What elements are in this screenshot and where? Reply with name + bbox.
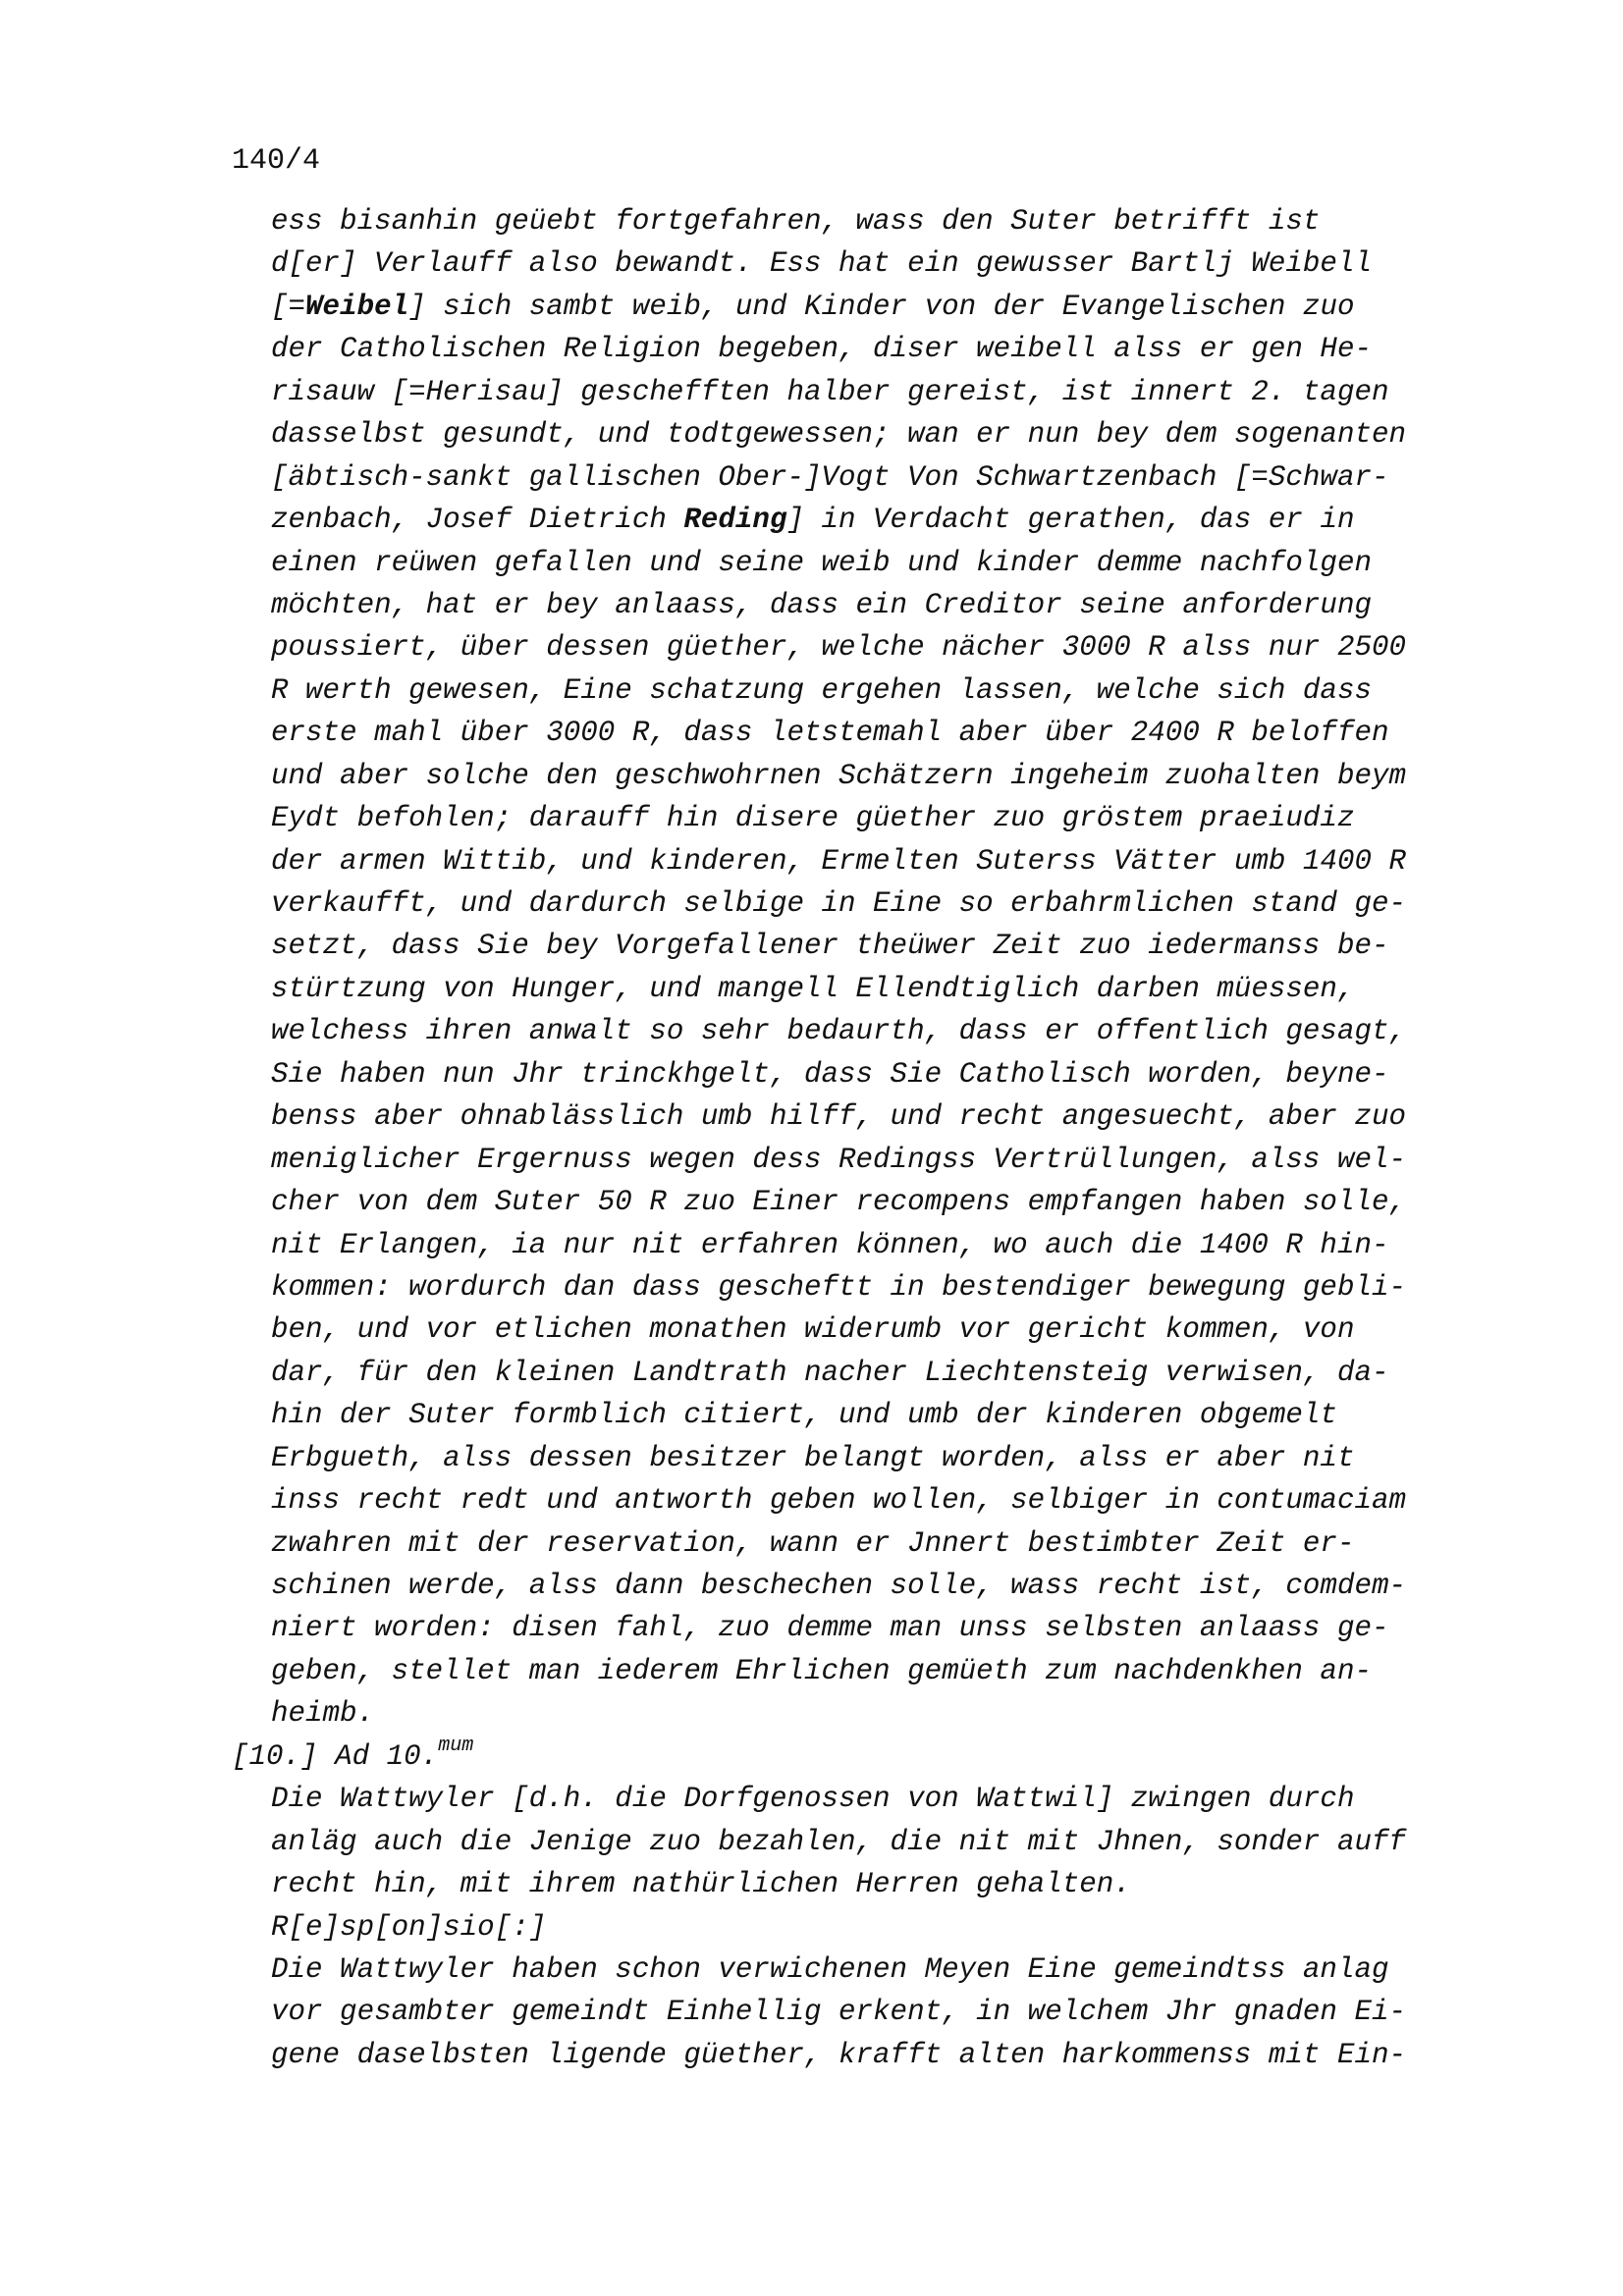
text-line: heimb. (271, 1697, 375, 1731)
text-line: welchess ihren anwalt so sehr bedaurth, dass er offentlich gesagt, (271, 1015, 1407, 1048)
text-fragment: zenbach, Josef Dietrich (271, 504, 684, 537)
page-number: 140/4 (232, 144, 321, 178)
text-line: dar, für den kleinen Landtrath nacher Liechtensteig verwisen, da- (271, 1356, 1389, 1389)
text-line: d[er] Verlauff also bewandt. Ess hat ein gewusser Bartlj Weibell (271, 247, 1372, 281)
text-fragment: ] in Verdacht gerathen, das er in (786, 504, 1355, 537)
text-line (232, 499, 1528, 541)
text-line: möchten, hat er bey anlaass, dass ein Creditor seine anforderung (271, 588, 1372, 621)
text-line (232, 286, 1528, 328)
text-line: schinen werde, alss dann beschechen solle, wass recht ist, comdem- (271, 1570, 1407, 1602)
text-line: kommen: wordurch dan dass gescheftt in bestendiger bewegung gebli- (271, 1270, 1407, 1304)
text-line: [äbtisch-sankt gallischen Ober-]Vogt Von Schwartzenbach [=Schwar- (271, 460, 1389, 494)
text-line: und aber solche den geschwohrnen Schätzern ingeheim zuohalten beym (271, 759, 1407, 792)
text-line: zwahren mit der reservation, wann er Jnnert bestimbter Zeit er- (271, 1526, 1355, 1560)
text-line: der armen Wittib, und kinderen, Ermelten Suterss Vätter umb 1400 R (271, 844, 1407, 878)
text-line: inss recht redt und antworth geben wollen, selbiger in contumaciam (271, 1484, 1407, 1518)
text-fragment: [= (271, 290, 306, 323)
text-line: hin der Suter formblich citiert, und umb der kinderen obgemelt (271, 1399, 1337, 1432)
responsio-label: R[e]sp[on]sio[:] (271, 1910, 547, 1944)
text-line: benss aber ohnablässlich umb hilff, und recht angesuecht, aber zuo (271, 1100, 1407, 1134)
text-line: ess bisanhin geüebt fortgefahren, wass den Suter betrifft ist (271, 205, 1321, 238)
text-fragment: ] sich sambt weib, und Kinder von der Evangelischen zuo (408, 290, 1355, 323)
text-line: cher von dem Suter 50 R zuo Einer recompens empfangen haben solle, (271, 1186, 1407, 1219)
text-line: dasselbst gesundt, und todtgewessen; wan er nun bey dem sogenanten (271, 418, 1407, 452)
text-line: der Catholischen Religion begeben, diser weibell alss er gen He- (271, 333, 1372, 366)
text-line: meniglicher Ergernuss wegen dess Redingss Vertrüllungen, alss wel- (271, 1143, 1407, 1176)
text-line: anläg auch die Jenige zuo bezahlen, die nit mit Jhnen, sonder auff (271, 1825, 1407, 1858)
text-line: Eydt befohlen; darauff hin disere güether zuo gröstem praeiudiz (271, 802, 1355, 835)
text-line: risauw [=Herisau] geschefften halber gereist, ist innert 2. tagen (271, 375, 1389, 408)
text-line: nit Erlangen, ia nur nit erfahren können, wo auch die 1400 R hin- (271, 1228, 1389, 1261)
text-line: stürtzung von Hunger, und mangell Ellendtiglich darben müessen, (271, 972, 1355, 1005)
text-line: Die Wattwyler haben schon verwichenen Meyen Eine gemeindtss anlag (271, 1952, 1389, 1986)
text-line: ben, und vor etlichen monathen widerumb vor gericht kommen, von (271, 1313, 1355, 1347)
person-name-bold: Reding (683, 504, 787, 537)
text-line: R werth gewesen, Eine schatzung ergehen lassen, welche sich dass (271, 673, 1372, 707)
text-line: erste mahl über 3000 R, dass letstemahl aber über 2400 R beloffen (271, 717, 1389, 750)
section-heading-label: [10.] Ad 10. (232, 1739, 439, 1773)
text-line: Erbgueth, alss dessen besitzer belangt worden, alss er aber nit (271, 1441, 1355, 1474)
text-line: recht hin, mit ihrem nathürlichen Herren gehalten. (271, 1868, 1131, 1901)
text-line: gene daselbsten ligende güether, krafft alten harkommenss mit Ein- (271, 2038, 1407, 2071)
text-line: verkaufft, und dardurch selbige in Eine so erbahrmlichen stand ge- (271, 887, 1407, 920)
text-line: setzt, dass Sie bey Vorgefallener theüwer Zeit zuo iedermanss be- (271, 930, 1389, 963)
text-line: vor gesambter gemeindt Einhellig erkent, in welchem Jhr gnaden Ei- (271, 1996, 1407, 2029)
section-heading-superscript: mum (438, 1734, 474, 1757)
section-heading (232, 1735, 1528, 1778)
text-line: poussiert, über dessen güether, welche nächer 3000 R alss nur 2500 (271, 631, 1407, 665)
text-line: geben, stellet man iederem Ehrlichen gemüeth zum nachdenkhen an- (271, 1654, 1372, 1687)
text-line: Die Wattwyler [d.h. die Dorfgenossen von Wattwil] zwingen durch (271, 1783, 1355, 1816)
text-line: niert worden: disen fahl, zuo demme man unss selbsten anlaass ge- (271, 1612, 1389, 1645)
transcription-body (232, 200, 1528, 2076)
text-line: Sie haben nun Jhr trinckhgelt, dass Sie Catholisch worden, beyne- (271, 1057, 1389, 1091)
person-name-bold: Weibel (305, 290, 409, 323)
text-line: einen reüwen gefallen und seine weib und kinder demme nachfolgen (271, 546, 1372, 579)
